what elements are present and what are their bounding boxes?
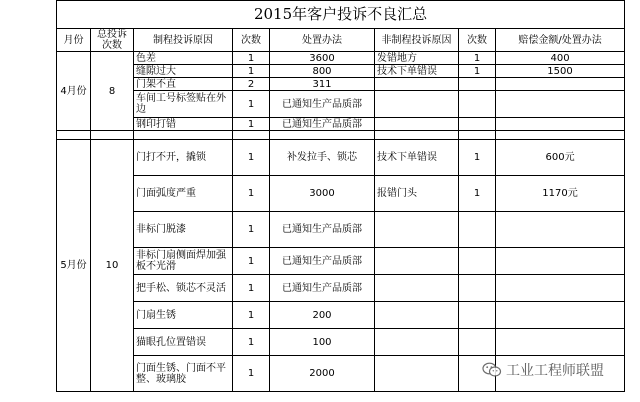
header-compensation: 赔偿金额/处置办法 bbox=[496, 29, 625, 52]
method-cell: 已通知生产品质部 bbox=[270, 212, 375, 248]
count-cell: 1 bbox=[233, 212, 270, 248]
nonmfg-reason-cell: 发错地方 bbox=[375, 52, 459, 65]
compensation-cell bbox=[496, 212, 625, 248]
nonmfg-count-cell bbox=[459, 118, 496, 131]
reason-cell: 门打不开，撬锁 bbox=[134, 140, 233, 176]
table-row bbox=[57, 248, 625, 275]
table-row bbox=[57, 176, 625, 212]
compensation-cell bbox=[496, 275, 625, 302]
header-count-mfg: 次数 bbox=[233, 29, 270, 52]
wechat-icon bbox=[482, 362, 502, 378]
header-total: 总投诉次数 bbox=[91, 29, 134, 52]
compensation-cell bbox=[496, 329, 625, 356]
method-cell: 200 bbox=[270, 302, 375, 329]
method-cell: 100 bbox=[270, 329, 375, 356]
reason-cell: 车间工号标签贴在外边 bbox=[134, 91, 233, 118]
count-cell: 1 bbox=[233, 91, 270, 118]
reason-cell: 门面生锈、门面不平整、玻璃胶 bbox=[134, 356, 233, 392]
table-row bbox=[57, 275, 625, 302]
header-reason-mfg: 制程投诉原因 bbox=[134, 29, 233, 52]
nonmfg-reason-cell: 报错门头 bbox=[375, 176, 459, 212]
compensation-cell bbox=[496, 248, 625, 275]
nonmfg-reason-cell: 技术下单错误 bbox=[375, 65, 459, 78]
nonmfg-count-cell bbox=[459, 302, 496, 329]
reason-cell: 缝隙过大 bbox=[134, 65, 233, 78]
table-row bbox=[57, 118, 625, 131]
compensation-cell: 600元 bbox=[496, 140, 625, 176]
empty-cell bbox=[233, 131, 270, 140]
table-row bbox=[57, 91, 625, 118]
empty-cell bbox=[91, 131, 134, 140]
count-cell: 1 bbox=[233, 248, 270, 275]
nonmfg-count-cell: 1 bbox=[459, 140, 496, 176]
nonmfg-count-cell: 1 bbox=[459, 52, 496, 65]
method-cell: 已通知生产品质部 bbox=[270, 118, 375, 131]
reason-cell: 色差 bbox=[134, 52, 233, 65]
nonmfg-reason-cell bbox=[375, 356, 459, 392]
table-title: 2015年客户投诉不良汇总 bbox=[57, 1, 625, 29]
separator-row bbox=[57, 131, 625, 140]
compensation-cell bbox=[496, 118, 625, 131]
empty-cell bbox=[270, 131, 375, 140]
count-cell: 1 bbox=[233, 140, 270, 176]
compensation-cell bbox=[496, 91, 625, 118]
table-row bbox=[57, 212, 625, 248]
month-cell: 4月份 bbox=[57, 52, 91, 131]
method-cell: 已通知生产品质部 bbox=[270, 91, 375, 118]
compensation-cell: 400 bbox=[496, 52, 625, 65]
nonmfg-reason-cell bbox=[375, 212, 459, 248]
reason-cell: 猫眼孔位置错误 bbox=[134, 329, 233, 356]
nonmfg-count-cell: 1 bbox=[459, 176, 496, 212]
table-row bbox=[57, 329, 625, 356]
total-cell: 10 bbox=[91, 140, 134, 392]
method-cell: 2000 bbox=[270, 356, 375, 392]
empty-cell bbox=[459, 131, 496, 140]
header-month: 月份 bbox=[57, 29, 91, 52]
method-cell: 3000 bbox=[270, 176, 375, 212]
method-cell: 3600 bbox=[270, 52, 375, 65]
nonmfg-reason-cell bbox=[375, 275, 459, 302]
count-cell: 1 bbox=[233, 176, 270, 212]
nonmfg-count-cell bbox=[459, 78, 496, 91]
header-reason-nonmfg: 非制程投诉原因 bbox=[375, 29, 459, 52]
compensation-cell bbox=[496, 302, 625, 329]
nonmfg-count-cell bbox=[459, 329, 496, 356]
reason-cell: 非标门扇侧面焊加强板不光滑 bbox=[134, 248, 233, 275]
nonmfg-count-cell bbox=[459, 275, 496, 302]
count-cell: 1 bbox=[233, 275, 270, 302]
nonmfg-count-cell bbox=[459, 91, 496, 118]
nonmfg-reason-cell bbox=[375, 248, 459, 275]
table-row bbox=[57, 65, 625, 78]
reason-cell: 钢印打错 bbox=[134, 118, 233, 131]
reason-cell: 非标门脱漆 bbox=[134, 212, 233, 248]
count-cell: 1 bbox=[233, 329, 270, 356]
month-cell: 5月份 bbox=[57, 140, 91, 392]
empty-cell bbox=[57, 131, 91, 140]
watermark-text: 工业工程师联盟 bbox=[506, 363, 604, 379]
header-method: 处置办法 bbox=[270, 29, 375, 52]
nonmfg-reason-cell bbox=[375, 78, 459, 91]
nonmfg-count-cell: 1 bbox=[459, 65, 496, 78]
count-cell: 1 bbox=[233, 65, 270, 78]
title-row bbox=[57, 1, 625, 29]
nonmfg-count-cell bbox=[459, 212, 496, 248]
table-row bbox=[57, 52, 625, 65]
nonmfg-reason-cell: 技术下单错误 bbox=[375, 140, 459, 176]
watermark bbox=[482, 360, 604, 380]
method-cell: 已通知生产品质部 bbox=[270, 275, 375, 302]
nonmfg-reason-cell bbox=[375, 302, 459, 329]
complaint-table bbox=[56, 0, 625, 392]
table-row bbox=[57, 78, 625, 91]
nonmfg-reason-cell bbox=[375, 329, 459, 356]
empty-cell bbox=[134, 131, 233, 140]
method-cell: 311 bbox=[270, 78, 375, 91]
method-cell: 补发拉手、锁芯 bbox=[270, 140, 375, 176]
header-count-nonmfg: 次数 bbox=[459, 29, 496, 52]
table-row bbox=[57, 140, 625, 176]
header-row bbox=[57, 29, 625, 52]
table-row bbox=[57, 302, 625, 329]
nonmfg-count-cell bbox=[459, 248, 496, 275]
method-cell: 800 bbox=[270, 65, 375, 78]
nonmfg-reason-cell bbox=[375, 91, 459, 118]
nonmfg-reason-cell bbox=[375, 118, 459, 131]
reason-cell: 门面弧度严重 bbox=[134, 176, 233, 212]
compensation-cell bbox=[496, 78, 625, 91]
empty-cell bbox=[496, 131, 625, 140]
count-cell: 1 bbox=[233, 302, 270, 329]
reason-cell: 把手松、锁芯不灵活 bbox=[134, 275, 233, 302]
count-cell: 1 bbox=[233, 118, 270, 131]
compensation-cell: 1170元 bbox=[496, 176, 625, 212]
count-cell: 1 bbox=[233, 52, 270, 65]
count-cell: 2 bbox=[233, 78, 270, 91]
method-cell: 已通知生产品质部 bbox=[270, 248, 375, 275]
total-cell: 8 bbox=[91, 52, 134, 131]
count-cell: 1 bbox=[233, 356, 270, 392]
reason-cell: 门架不直 bbox=[134, 78, 233, 91]
empty-cell bbox=[375, 131, 459, 140]
complaint-summary-sheet bbox=[56, 0, 624, 402]
compensation-cell: 1500 bbox=[496, 65, 625, 78]
reason-cell: 门扇生锈 bbox=[134, 302, 233, 329]
